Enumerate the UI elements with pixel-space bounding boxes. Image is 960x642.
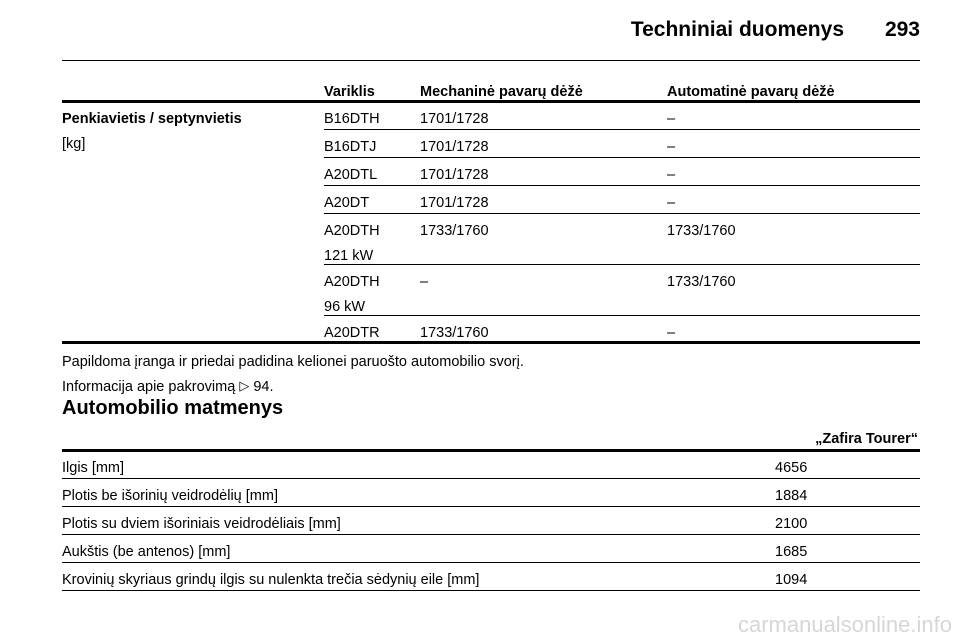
row-divider [62,590,920,591]
page-header [62,18,920,44]
manual-cell: 1701/1728 [420,195,489,211]
engine-power-cell: 96 kW [324,299,366,315]
dimension-value: 1685 [775,544,808,560]
dimension-value: 2100 [775,516,808,532]
dimension-label: Ilgis [mm] [62,460,125,476]
manual-cell: – [420,274,429,290]
row-label-unit: [kg] [62,136,86,152]
row-label: Penkiavietis / septynvietis [62,111,242,127]
page-number: 293 [884,18,920,41]
automatic-cell: – [667,139,676,155]
row-divider [324,129,920,130]
note-reference-page[interactable]: 94. [253,379,274,395]
row-divider [324,213,920,214]
engine-cell: A20DT [324,195,370,211]
automatic-cell: – [667,167,676,183]
automatic-cell: 1733/1760 [667,223,736,239]
note-reference-text: Informacija apie pakrovimą [62,379,236,395]
automatic-cell: 1733/1760 [667,274,736,290]
automatic-cell: – [667,195,676,211]
note-reference [62,378,274,396]
engine-cell: A20DTL [324,167,378,183]
col-header-manual: Mechaninė pavarų dėžė [420,84,583,100]
dimensions-header-rule [62,449,920,452]
engine-cell: A20DTR [324,325,380,341]
dimension-value: 1884 [775,488,808,504]
engine-power-cell: 121 kW [324,248,374,264]
row-divider [62,478,920,479]
page-reference-icon[interactable]: ▷ [239,378,250,393]
row-divider [324,264,920,265]
automatic-cell: – [667,111,676,127]
section-title: Automobilio matmenys [62,397,284,419]
row-divider [324,185,920,186]
row-divider [62,562,920,563]
col-header-engine: Variklis [324,84,375,100]
automatic-cell: – [667,325,676,341]
manual-cell: 1701/1728 [420,139,489,155]
dimension-value: 4656 [775,460,808,476]
manual-cell: 1701/1728 [420,111,489,127]
row-divider [62,534,920,535]
dimension-value: 1094 [775,572,808,588]
manual-cell: 1701/1728 [420,167,489,183]
note-text: Papildoma įranga ir priedai padidina kelionei paruošto automobilio svorį. [62,354,524,370]
engine-cell: B16DTH [324,111,380,127]
weight-table-header-rule [62,100,920,103]
engine-cell: B16DTJ [324,139,377,155]
dimension-label: Aukštis (be antenos) [mm] [62,544,231,560]
header-rule [62,60,920,61]
col-header-automatic: Automatinė pavarų dėžė [667,84,835,100]
page-title: Techniniai duomenys [630,18,844,41]
row-divider [62,506,920,507]
dimension-label: Plotis be išorinių veidrodėlių [mm] [62,488,278,504]
manual-cell: 1733/1760 [420,325,489,341]
col-header-model: „Zafira Tourer“ [815,431,918,447]
dimension-label: Plotis su dviem išoriniais veidrodėliais [mm] [62,516,341,532]
engine-cell: A20DTH [324,223,380,239]
row-divider [324,315,920,316]
engine-cell: A20DTH [324,274,380,290]
watermark: carmanualsonline.info [737,612,952,637]
row-divider [324,157,920,158]
dimension-label: Krovinių skyriaus grindų ilgis su nulenkta trečia sėdynių eile [mm] [62,572,480,588]
weight-table-bottom-rule [62,341,920,344]
manual-cell: 1733/1760 [420,223,489,239]
